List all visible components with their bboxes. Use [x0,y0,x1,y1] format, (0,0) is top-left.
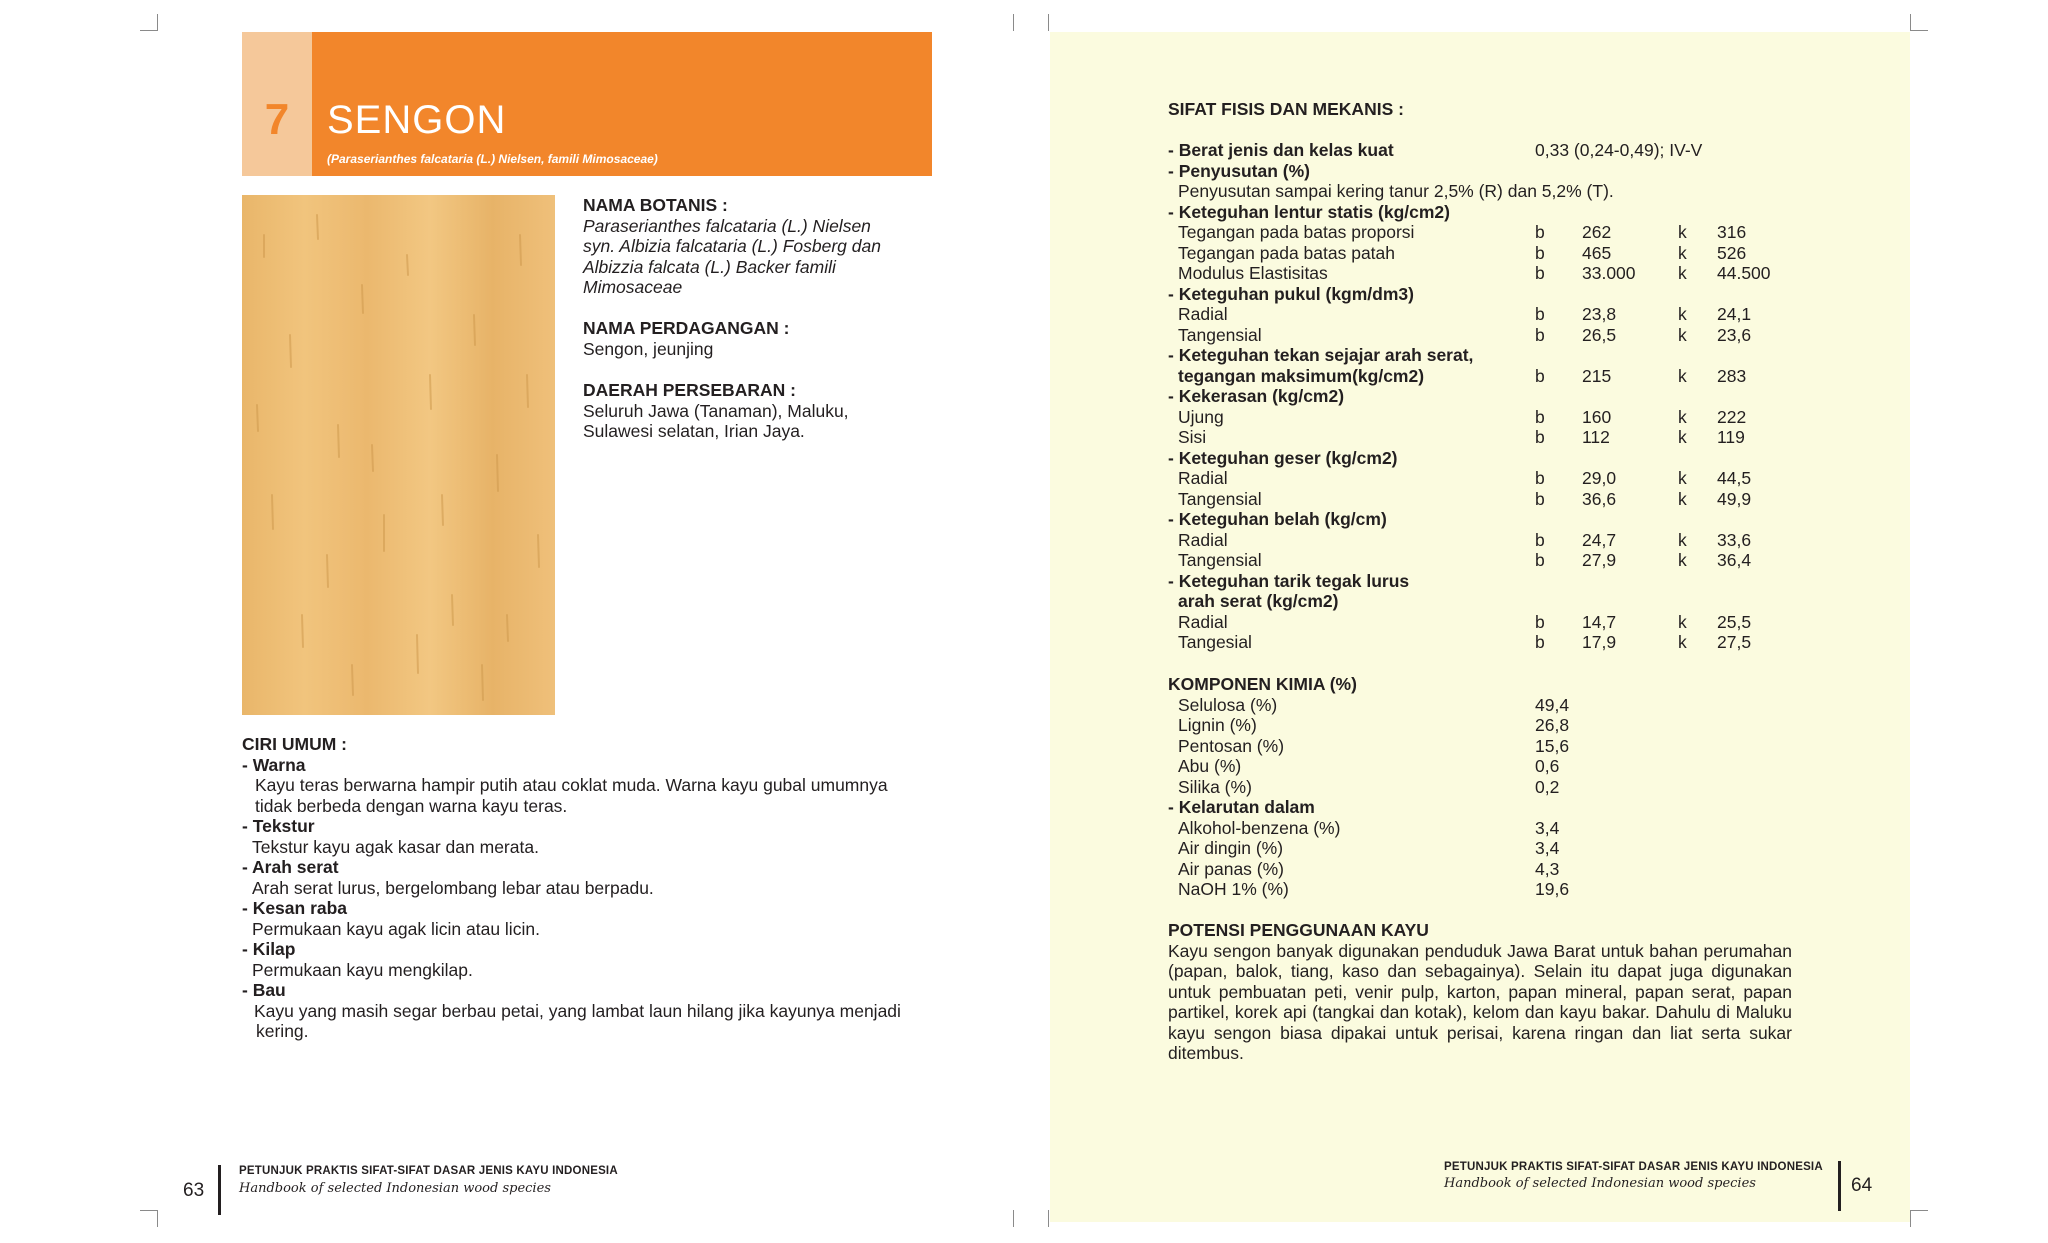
table-row [1050,797,1910,818]
k-letter: k [1678,324,1687,345]
ciri-text: Kayu yang masih segar berbau petai, yang lambat laun hilang jika kayunya menjadi [254,1000,901,1021]
row-label: Radial [1178,304,1228,324]
wood-sample-image [242,195,555,715]
crop-mark [140,1210,158,1211]
table-row [1050,859,1910,880]
row-value: 26,8 [1535,715,1570,735]
ciri-text: Permukaan kayu mengkilap. [252,959,473,980]
k-letter: k [1678,365,1687,386]
ciri-umum-heading: CIRI UMUM : [242,734,347,754]
b-letter: b [1535,468,1545,488]
ciri-text: Arah serat lurus, bergelombang lebar atau berpadu. [252,877,654,898]
crop-mark [1013,14,1014,31]
table-row [1050,612,1910,633]
table-row [1050,509,1910,530]
b-letter: b [1535,632,1545,652]
row-label: Alkohol-benzena (%) [1178,817,1341,838]
table-row [1050,140,1910,161]
daerah-persebaran-line: Seluruh Jawa (Tanaman), Maluku, [583,400,849,421]
ciri-label-kesan-raba: - Kesan raba [242,898,348,918]
crop-mark [157,14,158,31]
b-letter: b [1535,324,1545,345]
b-value: 215 [1582,365,1612,386]
row-value: 4,3 [1535,858,1560,879]
table-row [1050,222,1910,243]
footer-title: PETUNJUK PRAKTIS SIFAT-SIFAT DASAR JENIS KAYU INDONESIA [1444,1161,1823,1173]
sifat-heading: SIFAT FISIS DAN MEKANIS : [1168,99,1404,119]
k-value: 44.500 [1717,263,1771,283]
ciri-text: Permukaan kayu agak licin atau licin. [252,918,540,939]
b-value: 24,7 [1582,529,1617,550]
species-subtitle: (Paraserianthes falcataria (L.) Nielsen, famili Mimosaceae) [327,152,658,166]
row-value: 19,6 [1535,879,1570,899]
row-label: tegangan maksimum(kg/cm2) [1178,365,1425,386]
b-value: 29,0 [1582,468,1617,488]
ciri-text: Kayu teras berwarna hampir putih atau coklat muda. Warna kayu gubal umumnya [255,775,888,795]
b-value: 27,9 [1582,550,1617,570]
page-number: 63 [183,1180,205,1201]
footer-title: PETUNJUK PRAKTIS SIFAT-SIFAT DASAR JENIS KAYU INDONESIA [239,1165,618,1177]
row-label: Tangensial [1178,488,1262,509]
table-row [1050,181,1910,202]
nama-botanis-line: Mimosaceae [583,277,683,297]
k-letter: k [1678,632,1687,652]
crop-mark [1013,1210,1014,1227]
k-letter: k [1678,263,1687,283]
row-value: 0,6 [1535,756,1560,776]
right-page [1050,32,1910,1222]
row-label: Radial [1178,611,1228,632]
row-label: - Keteguhan tarik tegak lurus [1168,570,1410,591]
row-label: Abu (%) [1178,756,1242,776]
table-row [1050,325,1910,346]
species-title: SENGON [327,98,507,142]
table-row [1050,263,1910,284]
b-value: 33.000 [1582,263,1636,283]
table-row [1050,571,1910,592]
table-row [1050,632,1910,653]
b-letter: b [1535,406,1545,427]
k-value: 283 [1717,365,1747,386]
row-label: Radial [1178,468,1228,488]
ciri-label-bau: - Bau [242,980,286,1000]
k-value: 119 [1717,427,1745,447]
nama-botanis-line: Paraserianthes falcataria (L.) Nielsen [583,215,871,236]
b-value: 17,9 [1582,632,1617,652]
row-label: - Keteguhan lentur statis (kg/cm2) [1168,201,1450,222]
k-letter: k [1678,242,1687,263]
b-letter: b [1535,242,1545,263]
b-letter: b [1535,529,1545,550]
table-row [1050,468,1910,489]
k-letter: k [1678,427,1687,447]
row-label: - Berat jenis dan kelas kuat [1168,140,1394,160]
daerah-persebaran-line: Sulawesi selatan, Irian Jaya. [583,421,805,441]
row-value: 15,6 [1535,735,1570,756]
b-value: 112 [1582,427,1610,447]
row-value: 0,2 [1535,776,1560,797]
b-value: 465 [1582,242,1612,263]
b-letter: b [1535,488,1545,509]
table-row [1050,161,1910,182]
b-value: 14,7 [1582,611,1617,632]
k-value: 23,6 [1717,324,1752,345]
k-letter: k [1678,611,1687,632]
table-row [1050,407,1910,428]
table-row [1050,427,1910,448]
k-letter: k [1678,406,1687,427]
k-value: 222 [1717,406,1747,427]
k-letter: k [1678,529,1687,550]
chapter-number: 7 [264,95,290,144]
table-row [1050,202,1910,223]
row-label: arah serat (kg/cm2) [1178,591,1339,611]
footer-divider [218,1165,221,1215]
table-row [1050,366,1910,387]
k-letter: k [1678,304,1687,324]
table-row [1050,715,1910,736]
crop-mark [1048,14,1049,31]
b-value: 36,6 [1582,488,1617,509]
row-label: Air dingin (%) [1178,838,1284,858]
crop-mark [1910,30,1928,31]
row-value: 0,33 (0,24-0,49); IV-V [1535,140,1703,160]
ciri-text: tidak berbeda dengan warna kayu teras. [255,795,568,816]
crop-mark [157,1210,158,1227]
row-label: - Kelarutan dalam [1168,797,1315,817]
row-label: - Penyusutan (%) [1168,160,1310,181]
crop-mark [1910,14,1911,31]
table-row [1050,591,1910,612]
daerah-persebaran-heading: DAERAH PERSEBARAN : [583,380,796,400]
ciri-label-tekstur: - Tekstur [242,816,315,836]
b-letter: b [1535,611,1545,632]
k-value: 49,9 [1717,488,1752,509]
table-row [1050,838,1910,859]
ciri-label-kilap: - Kilap [242,939,296,959]
row-label: NaOH 1% (%) [1178,879,1289,899]
row-label: - Keteguhan belah (kg/cm) [1168,509,1387,529]
k-value: 36,4 [1717,550,1752,570]
table-row [1050,489,1910,510]
k-letter: k [1678,222,1687,242]
table-row [1050,879,1910,900]
row-label: Selulosa (%) [1178,694,1278,715]
table-row [1050,550,1910,571]
row-label: Silika (%) [1178,776,1252,797]
k-letter: k [1678,488,1687,509]
row-label: Tangensial [1178,324,1262,345]
footer-subtitle: Handbook of selected Indonesian wood species [239,1181,551,1196]
footer-divider [1838,1161,1841,1211]
row-value: 3,4 [1535,817,1560,838]
k-value: 27,5 [1717,632,1752,652]
row-label: Pentosan (%) [1178,735,1285,756]
nama-perdagangan-heading: NAMA PERDAGANGAN : [583,318,790,338]
footer-subtitle: Handbook of selected Indonesian wood species [1444,1176,1756,1191]
row-label: Modulus Elastisitas [1178,263,1328,283]
crop-mark [1910,1210,1911,1227]
b-letter: b [1535,263,1545,283]
table-row [1050,284,1910,305]
table-row [1050,345,1910,366]
k-value: 25,5 [1717,611,1752,632]
row-label: Air panas (%) [1178,858,1285,879]
b-letter: b [1535,550,1545,570]
table-row [1050,243,1910,264]
row-label: - Keteguhan geser (kg/cm2) [1168,447,1398,468]
k-value: 44,5 [1717,468,1752,488]
k-letter: k [1678,468,1687,488]
k-value: 33,6 [1717,529,1752,550]
table-row [1050,386,1910,407]
row-value: 3,4 [1535,838,1560,858]
kimia-heading: KOMPONEN KIMIA (%) [1168,674,1357,694]
row-label: - Keteguhan pukul (kgm/dm3) [1168,283,1414,304]
b-letter: b [1535,222,1545,242]
k-value: 526 [1717,242,1747,263]
table-row [1050,756,1910,777]
crop-mark [140,30,158,31]
ciri-text: kering. [256,1021,309,1041]
k-value: 316 [1717,222,1747,242]
table-row [1050,736,1910,757]
row-label: Tegangan pada batas patah [1178,242,1395,263]
table-row [1050,448,1910,469]
row-value: 49,4 [1535,694,1570,715]
b-value: 160 [1582,406,1612,427]
k-letter: k [1678,550,1687,570]
table-row [1050,530,1910,551]
ciri-label-arah-serat: - Arah serat [242,857,339,877]
k-value: 24,1 [1717,304,1752,324]
row-label: - Keteguhan tekan sejajar arah serat, [1168,345,1474,365]
row-label: - Kekerasan (kg/cm2) [1168,386,1345,406]
table-row [1050,304,1910,325]
b-value: 26,5 [1582,324,1617,345]
nama-botanis-line: syn. Albizia falcataria (L.) Fosberg dan [583,236,881,256]
row-label: Radial [1178,529,1228,550]
ciri-label-warna: - Warna [242,754,306,775]
row-label: Tangesial [1178,632,1252,652]
nama-botanis-heading: NAMA BOTANIS : [583,195,728,215]
potensi-heading: POTENSI PENGGUNAAN KAYU [1168,920,1429,940]
ciri-text: Tekstur kayu agak kasar dan merata. [252,836,539,857]
row-label: Ujung [1178,406,1224,427]
row-label: Tegangan pada batas proporsi [1178,222,1415,242]
row-label: Tangensial [1178,550,1262,570]
b-value: 23,8 [1582,304,1617,324]
nama-botanis-line: Albizzia falcata (L.) Backer famili [583,256,836,277]
crop-mark [1910,1210,1928,1211]
nama-perdagangan-text: Sengon, jeunjing [583,338,714,359]
b-value: 262 [1582,222,1612,242]
row-label: Lignin (%) [1178,715,1257,735]
table-row [1050,777,1910,798]
table-row [1050,818,1910,839]
row-label: Penyusutan sampai kering tanur 2,5% (R) dan 5,2% (T). [1178,181,1614,201]
b-letter: b [1535,304,1545,324]
b-letter: b [1535,365,1545,386]
row-label: Sisi [1178,427,1207,447]
page-number: 64 [1851,1175,1873,1196]
b-letter: b [1535,427,1545,447]
table-row [1050,695,1910,716]
potensi-text: Kayu sengon banyak digunakan penduduk Jawa Barat untuk bahan perumahan (papan, balok, tiang, kaso dan sebagainya). Selain itu dapat juga digunakan untuk pembuatan peti, venir pulp, karton, papan mineral, papan serat, papan partikel, korek api (tangkai dan kotak), kelom dan kayu bakar. Dahulu di Maluku kayu sengon biasa dipakai untuk perisai, karena ringan dan liat serta sukar ditembus. [1168,940,1792,1063]
crop-mark [1048,1210,1049,1227]
